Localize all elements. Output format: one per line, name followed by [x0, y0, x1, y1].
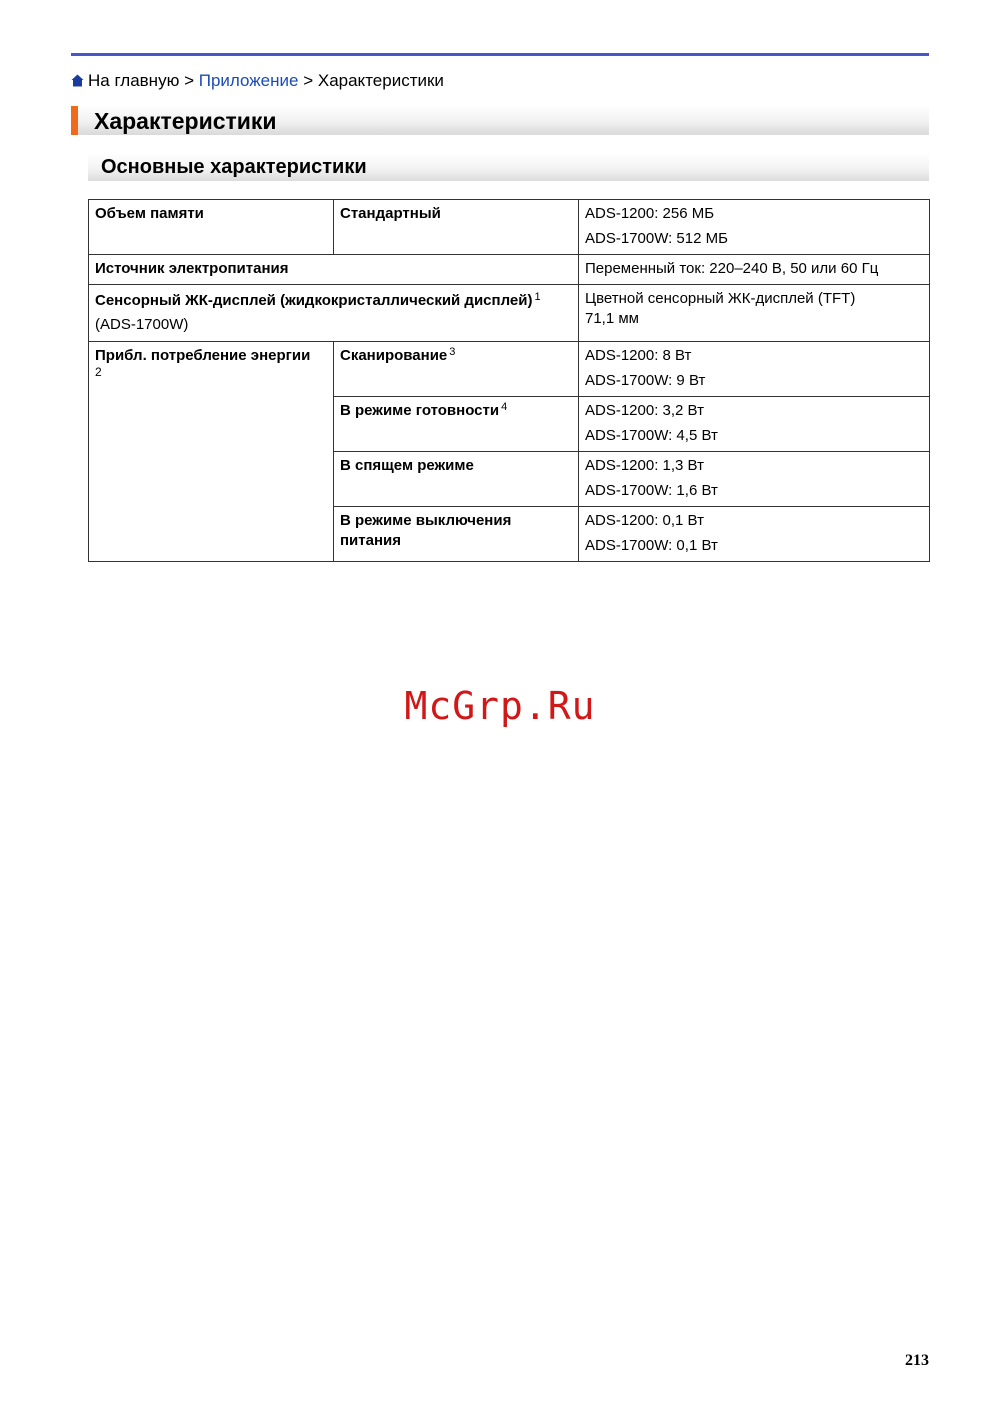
off-value-2: ADS-1700W: 0,1 Вт	[585, 537, 718, 554]
section-title: Основные характеристики	[101, 156, 367, 178]
off-value-1: ADS-1200: 0,1 Вт	[585, 512, 704, 529]
ready-value-2: ADS-1700W: 4,5 Вт	[585, 427, 718, 444]
home-icon[interactable]	[71, 74, 84, 87]
scanning-value	[579, 342, 930, 397]
memory-value	[579, 200, 930, 255]
breadcrumb-separator: >	[303, 71, 314, 90]
memory-value-2: ADS-1700W: 512 МБ	[585, 230, 728, 247]
table-row	[89, 200, 930, 255]
power-source-value: Переменный ток: 220–240 В, 50 или 60 Гц	[579, 255, 930, 285]
footnote-ref: 2	[95, 365, 102, 379]
off-label: В режиме выключения питания	[334, 507, 579, 562]
lcd-value-1: Цветной сенсорный ЖК-дисплей (TFT)	[585, 290, 856, 307]
watermark: McGrp.Ru	[404, 684, 596, 728]
breadcrumb-separator: >	[184, 71, 194, 90]
lcd-cell	[89, 285, 579, 342]
power-source-label: Источник электропитания	[89, 255, 579, 285]
off-value	[579, 507, 930, 562]
heading-accent-bar	[71, 106, 78, 135]
breadcrumb-appendix-link[interactable]: Приложение	[198, 71, 299, 90]
ready-value	[579, 397, 930, 452]
memory-label: Объем памяти	[89, 200, 334, 255]
sleep-value-1: ADS-1200: 1,3 Вт	[585, 457, 704, 474]
breadcrumb-home-link[interactable]: На главную	[88, 71, 180, 90]
page-title: Характеристики	[94, 108, 277, 134]
top-rule	[71, 53, 929, 56]
memory-sub-label: Стандартный	[334, 200, 579, 255]
lcd-model-note: (ADS-1700W)	[95, 316, 189, 333]
scanning-label-cell	[334, 342, 579, 397]
lcd-label: Сенсорный ЖК-дисплей (жидкокристаллический дисплей)	[95, 292, 533, 309]
memory-value-1: ADS-1200: 256 МБ	[585, 205, 715, 222]
lcd-value-2: 71,1 мм	[585, 310, 639, 327]
table-row	[89, 255, 930, 285]
consumption-label-cell	[89, 342, 334, 562]
scanning-value-1: ADS-1200: 8 Вт	[585, 347, 692, 364]
footnote-ref: 4	[501, 401, 508, 413]
lcd-value	[579, 285, 930, 342]
table-row	[89, 342, 930, 397]
ready-label-cell	[334, 397, 579, 452]
sleep-label: В спящем режиме	[334, 452, 579, 507]
footnote-ref: 3	[449, 346, 456, 358]
scanning-value-2: ADS-1700W: 9 Вт	[585, 372, 706, 389]
breadcrumb-current: Характеристики	[317, 71, 444, 90]
sleep-value-2: ADS-1700W: 1,6 Вт	[585, 482, 718, 499]
breadcrumb	[71, 71, 444, 91]
ready-label: В режиме готовности	[340, 402, 500, 419]
scanning-label: Сканирование	[340, 347, 448, 364]
table-row	[89, 285, 930, 342]
spec-table	[88, 199, 930, 562]
footnote-ref: 1	[534, 291, 541, 303]
consumption-label: Прибл. потребление энергии	[95, 347, 311, 364]
ready-value-1: ADS-1200: 3,2 Вт	[585, 402, 704, 419]
page-number: 213	[905, 1352, 929, 1369]
sleep-value	[579, 452, 930, 507]
